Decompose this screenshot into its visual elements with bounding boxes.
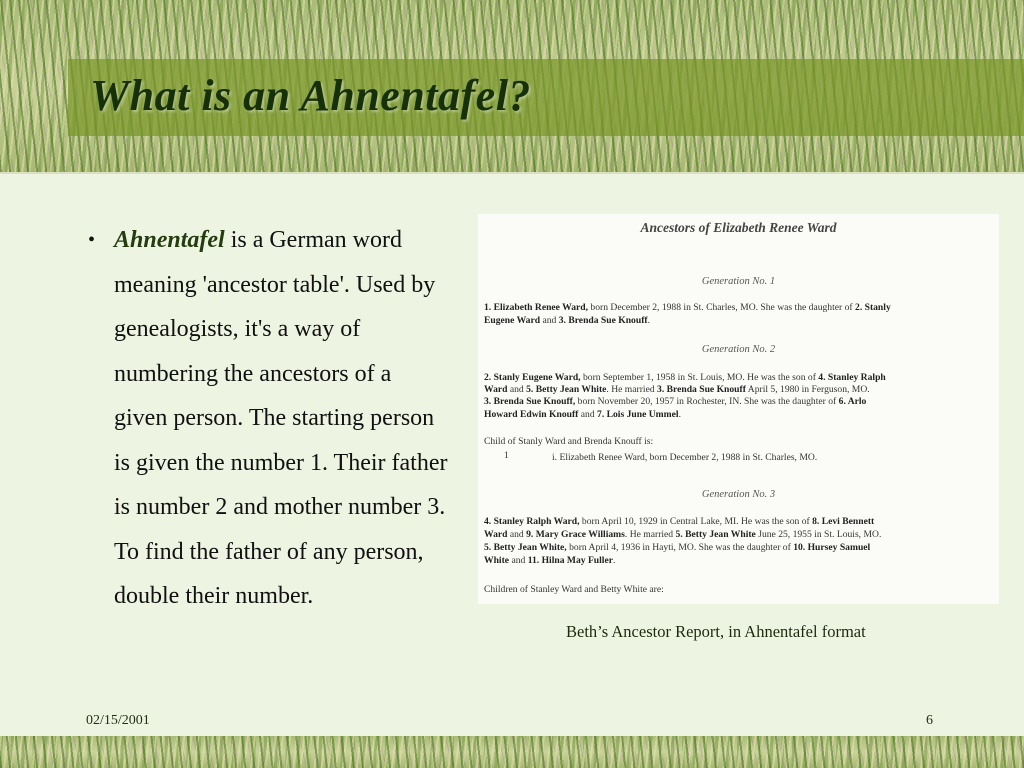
bullet-term: Ahnentafel xyxy=(114,227,225,253)
slide-title: What is an Ahnentafel? xyxy=(90,71,531,120)
report-line: 1. Elizabeth Renee Ward, born December 2, 1988 in St. Charles, MO. She was the daughter of 2. Stanly xyxy=(484,302,891,313)
report-line: Ward and 9. Mary Grace Williams. He married 5. Betty Jean White June 25, 1955 in St. Louis, MO. xyxy=(484,529,882,540)
footer-page-number: 6 xyxy=(926,713,933,728)
report-line: 5. Betty Jean White, born April 4, 1936 in Hayti, MO. She was the daughter of 10. Hursey Samuel xyxy=(484,542,871,553)
footer-date: 02/15/2001 xyxy=(86,713,150,728)
report-line: 2. Stanly Eugene Ward, born September 1, 1958 in St. Louis, MO. He was the son of 4. Stanley Ralph xyxy=(484,372,886,383)
report-generation-3: Generation No. 3 xyxy=(701,489,776,500)
report-children-heading: Child of Stanly Ward and Brenda Knouff is: xyxy=(484,436,654,447)
report-line: 4. Stanley Ralph Ward, born April 10, 1929 in Central Lake, MI. He was the son of 8. Levi Bennett xyxy=(484,516,875,527)
bullet-dot-icon: • xyxy=(88,229,96,251)
report-line: White and 11. Hilna May Fuller. xyxy=(484,555,616,566)
bullet-text xyxy=(114,218,448,619)
report-child-entry: i. Elizabeth Renee Ward, born December 2, 1988 in St. Charles, MO. xyxy=(552,452,818,463)
report-line: Eugene Ward and 3. Brenda Sue Knouff. xyxy=(484,315,650,326)
report-generation-2: Generation No. 2 xyxy=(701,344,776,355)
bullet-item xyxy=(88,218,448,619)
grass-footer-background xyxy=(0,736,1024,768)
bullet-body: is a German word meaning 'ancestor table'. Used by genealogists, it's a way of numbering the ancestors of a given person. The starting person is given the number 1. Their father is number 2 and mother number 3. To find the father of any person, double their number. xyxy=(114,227,448,609)
report-line: Howard Edwin Knouff and 7. Lois June Ummel. xyxy=(484,409,681,420)
report-line: 3. Brenda Sue Knouff, born November 20, 1957 in Rochester, IN. She was the daughter of 6. Arlo xyxy=(484,396,867,407)
report-caption: Beth’s Ancestor Report, in Ahnentafel format xyxy=(566,622,866,641)
report-title: Ancestors of Elizabeth Renee Ward xyxy=(640,220,837,235)
ancestor-report-image xyxy=(478,214,999,604)
report-child-number: 1 xyxy=(504,450,509,461)
report-line: Ward and 5. Betty Jean White. He married 3. Brenda Sue Knouff April 5, 1980 in Ferguson, MO. xyxy=(484,384,870,395)
report-generation-1: Generation No. 1 xyxy=(701,276,776,287)
report-children-heading: Children of Stanley Ward and Betty White are: xyxy=(484,584,664,595)
